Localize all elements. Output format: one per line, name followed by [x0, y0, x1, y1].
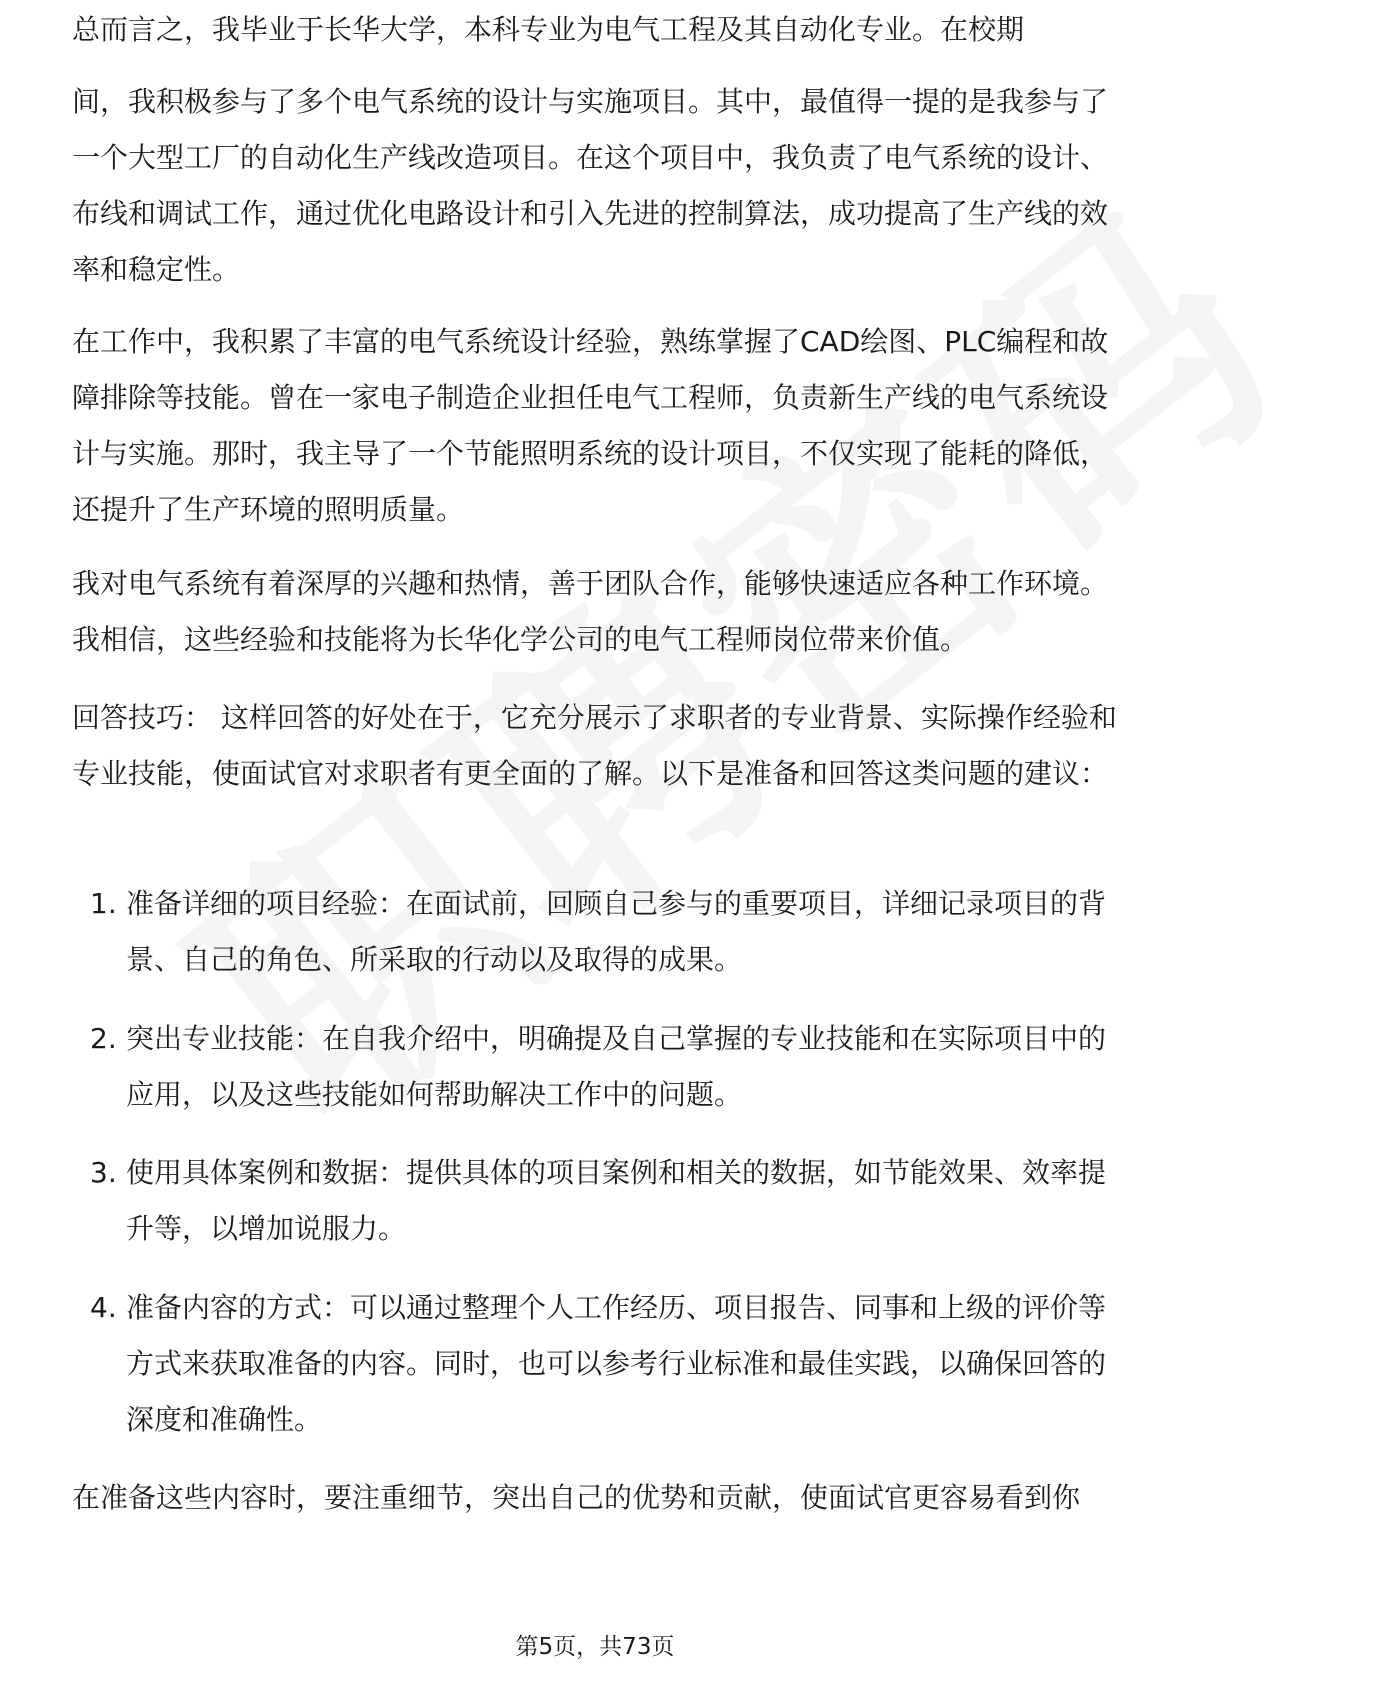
list-item-text: 准备内容的方式：可以通过整理个人工作经历、项目报告、同事和上级的评价等方式来获取准备的内容。同时，也可以参考行业标准和最佳实践，以确保回答的深度和准确性。: [126, 1291, 1107, 1436]
cut-off-top-line: [72, 13, 1122, 58]
paragraph-project-experience: 间，我积极参与了多个电气系统的设计与实施项目。其中，最值得一提的是我参与了一个大型工厂的自动化生产线改造项目。在这个项目中，我负责了电气系统的设计、布线和调试工作，通过优化电路设计和引入先进的控制算法，成功提高了生产线的效率和稳定性。: [72, 85, 1109, 286]
paragraph-closing: 在准备这些内容时，要注重细节，突出自己的优势和贡献，使面试官更容易看到你: [72, 1481, 1081, 1514]
list-item-text: 准备详细的项目经验：在面试前，回顾自己参与的重要项目，详细记录项目的背景、自己的角色、所采取的行动以及取得的成果。: [126, 887, 1107, 976]
list-item: [90, 1280, 1122, 1448]
list-item: [90, 1145, 1122, 1257]
list-item-number: 4.: [90, 1291, 117, 1324]
list-item-number: 2.: [90, 1022, 117, 1055]
paragraph-answer-tips: 回答技巧： 这样回答的好处在于，它充分展示了求职者的专业背景、实际操作经验和专业技能，使面试官对求职者有更全面的了解。以下是准备和回答这类问题的建议：: [72, 701, 1117, 790]
cut-off-top-line-text: 总而言之，我毕业于长华大学，本科专业为电气工程及其自动化专业。在校期: [72, 13, 1025, 46]
list-item-number: 3.: [90, 1156, 117, 1189]
list-item: [90, 1011, 1122, 1123]
paragraph-work-experience: 在工作中，我积累了丰富的电气系统设计经验，熟练掌握了CAD绘图、PLC编程和故障排除等技能。曾在一家电子制造企业担任电气工程师，负责新生产线的电气系统设计与实施。那时，我主导了一个节能照明系统的设计项目，不仅实现了能耗的降低，还提升了生产环境的照明质量。: [72, 325, 1109, 526]
list-item-number: 1.: [90, 887, 117, 920]
page-number-footer: 第5页，共73页: [515, 1634, 675, 1660]
list-item-text: 突出专业技能：在自我介绍中，明确提及自己掌握的专业技能和在实际项目中的应用，以及这些技能如何帮助解决工作中的问题。: [126, 1022, 1107, 1111]
list-item: [90, 876, 1122, 988]
list-item-text: 使用具体案例和数据：提供具体的项目案例和相关的数据，如节能效果、效率提升等，以增加说服力。: [126, 1156, 1107, 1245]
paragraph-interest: 我对电气系统有着深厚的兴趣和热情，善于团队合作，能够快速适应各种工作环境。我相信，这些经验和技能将为长华化学公司的电气工程师岗位带来价值。: [72, 567, 1109, 656]
